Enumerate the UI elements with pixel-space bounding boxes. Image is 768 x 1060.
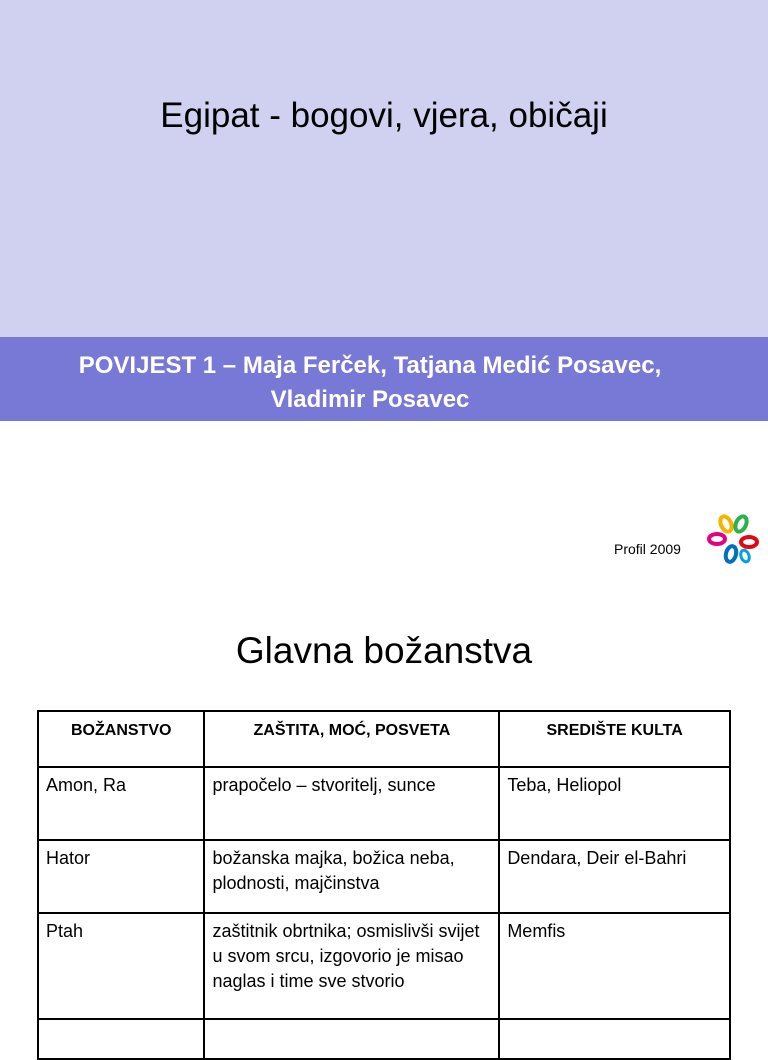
profil-logo-icon	[705, 512, 759, 566]
table-cell: Hator	[38, 840, 204, 913]
table-cell	[499, 1019, 730, 1059]
table-cell: Memfis	[499, 913, 730, 1019]
header-cell: BOŽANSTVO	[38, 711, 204, 767]
table-row	[38, 1019, 730, 1059]
deities-table	[37, 710, 731, 1060]
publisher-label: Profil 2009	[614, 541, 681, 557]
table-cell	[204, 1019, 499, 1059]
table-cell: Amon, Ra	[38, 767, 204, 840]
authors-line-2: Vladimir Posavec	[270, 386, 470, 413]
header-cell: SREDIŠTE KULTA	[499, 711, 730, 767]
slide-title: Egipat - bogovi, vjera, običaji	[160, 96, 608, 135]
header-cell: ZAŠTITA, MOĆ, POSVETA	[204, 711, 499, 767]
table-cell: prapočelo – stvoritelj, sunce	[204, 767, 499, 840]
table-row	[38, 913, 730, 1019]
table-cell: Teba, Heliopol	[499, 767, 730, 840]
table-row	[38, 767, 730, 840]
table-cell: Ptah	[38, 913, 204, 1019]
table-cell: Dendara, Deir el-Bahri	[499, 840, 730, 913]
table-cell: božanska majka, božica neba, plodnosti, majčinstva	[204, 840, 499, 913]
authors-line-1: POVIJEST 1 – Maja Ferček, Tatjana Medić Posavec,	[78, 352, 662, 379]
authors-subtitle	[0, 349, 740, 417]
table-row	[38, 840, 730, 913]
table-cell: zaštitnik obrtnika; osmislivši svijet u svom srcu, izgovorio je misao naglas i time sve stvorio	[204, 913, 499, 1019]
section-title: Glavna božanstva	[235, 630, 533, 671]
title-slide-header	[0, 0, 768, 337]
table-header-row	[38, 711, 730, 767]
table-cell	[38, 1019, 204, 1059]
